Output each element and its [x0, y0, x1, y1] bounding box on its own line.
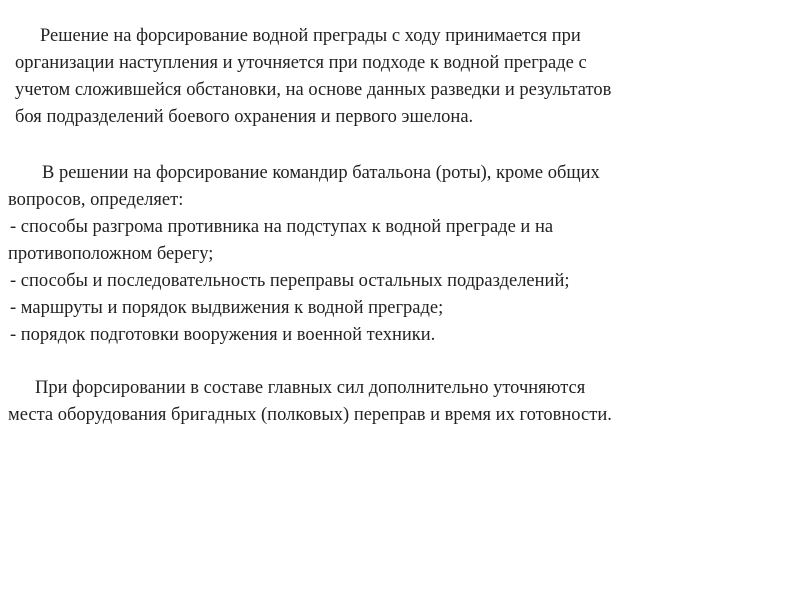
text-line: В решении на форсирование командир батальона (роты), кроме общих: [42, 163, 600, 183]
list-item: - маршруты и порядок выдвижения к водной преграде;: [10, 298, 444, 318]
text-line: боя подразделений боевого охранения и первого эшелона.: [15, 107, 474, 127]
text-line: учетом сложившейся обстановки, на основе данных разведки и результатов: [15, 80, 612, 100]
text-line: Решение на форсирование водной преграды с ходу принимается при: [40, 26, 581, 46]
list-item: - порядок подготовки вооружения и военной техники.: [10, 325, 436, 345]
text-line: вопросов, определяет:: [8, 190, 184, 210]
text-line: организации наступления и уточняется при подходе к водной преграде с: [15, 53, 587, 73]
list-item: - способы разгрома противника на подступах к водной преграде и на: [10, 217, 554, 237]
paragraph-hasty-crossing-decision: [0, 23, 611, 131]
text-line: При форсировании в составе главных сил дополнительно уточняются: [35, 378, 586, 398]
paragraph-commander-decision: [0, 160, 600, 349]
text-line: места оборудования бригадных (полковых) переправ и время их готовности.: [8, 405, 612, 425]
list-item: - способы и последовательность переправы остальных подразделений;: [10, 271, 570, 291]
text-line: противоположном берегу;: [8, 244, 214, 264]
paragraph-main-forces-crossing: [0, 375, 612, 429]
